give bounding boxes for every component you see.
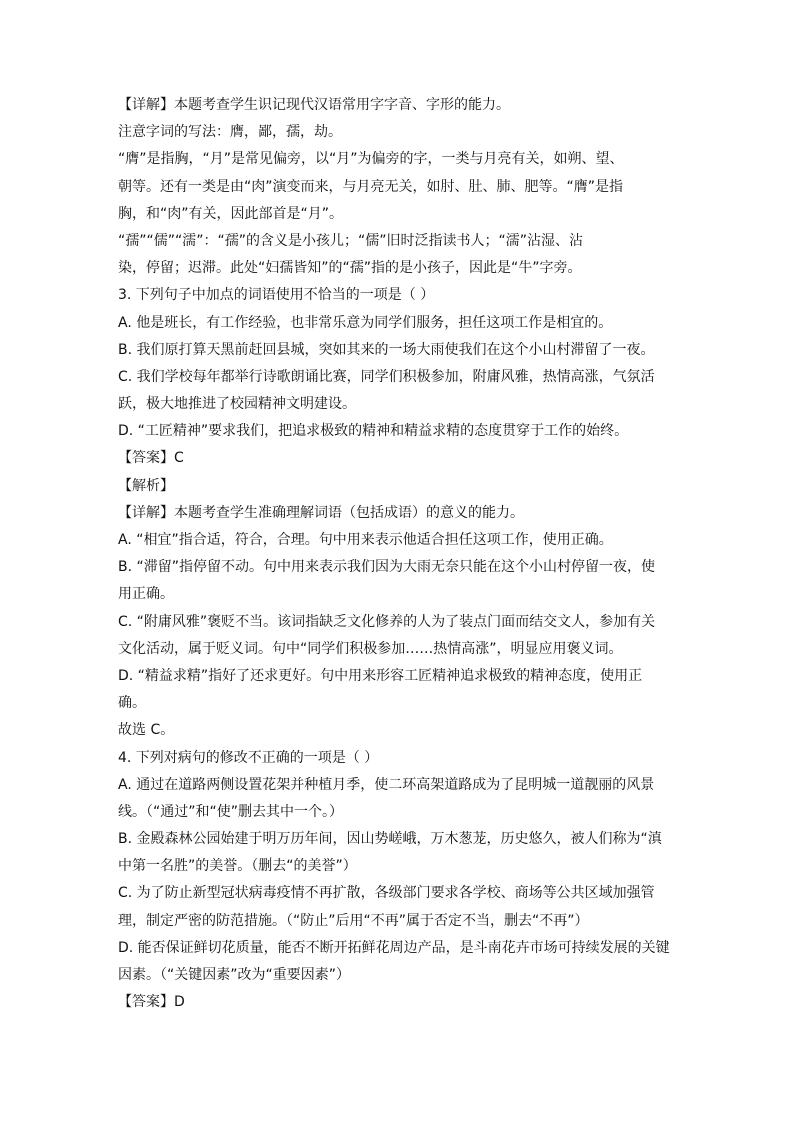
question-4-option-c: C. 为了防止新型冠状病毒疫情不再扩散，各级部门要求各学校、商场等公共区域加强管 (118, 885, 655, 902)
text-line: 确。 (118, 695, 146, 712)
text-line: 故选 C。 (118, 722, 175, 739)
text-line: “孺”“儒”“濡”：“孺”的含义是小孩儿；“儒”旧时泛指读书人；“濡”沾湿、沾 (118, 232, 584, 249)
question-3-option-c-cont: 跃，极大地推进了校园精神文明建设。 (118, 396, 356, 413)
text-line: 染，停留；迟滞。此处“妇孺皆知”的“孺”指的是小孩子，因此是“牛”字旁。 (118, 260, 582, 277)
question-3-option-c: C. 我们学校每年都举行诗歌朗诵比赛，同学们积极参加，附庸风雅，热情高涨，气氛活 (118, 368, 655, 385)
text-line: 胸，和“肉”有关，因此部首是“月”。 (118, 205, 344, 222)
text-line: C. “附庸风雅”褒贬不当。该词指缺乏文化修养的人为了装点门面而结交文人，参加有关 (118, 613, 656, 630)
question-4-option-a: A. 通过在道路两侧设置花架并种植月季，使二环高架道路成为了昆明城一道靓丽的风景 (118, 776, 655, 793)
text-line: 【详解】本题考查学生准确理解词语（包括成语）的意义的能力。 (118, 504, 524, 521)
question-3-option-b: B. 我们原打算天黑前赶回县城，突如其来的一场大雨使我们在这个小山村滞留了一夜。 (118, 341, 655, 358)
question-3-stem: 3. 下列句子中加点的词语使用不恰当的一项是（ ） (118, 287, 435, 304)
text-line: 【详解】本题考查学生识记现代汉语常用字字音、字形的能力。 (118, 97, 510, 113)
text-line: 注意字词的写法：膺，鄙，孺，劫。 (118, 124, 342, 141)
question-4-stem: 4. 下列对病句的修改不正确的一项是（ ） (118, 749, 379, 766)
question-4-option-a-cont: 线。（“通过”和“使”删去其中一个。） (118, 803, 344, 820)
question-3-answer: 【答案】C (118, 450, 184, 467)
text-line: A. “相宜”指合适，符合，合理。句中用来表示他适合担任这项工作，使用正确。 (118, 532, 613, 548)
text-line: B. “滞留”指停留不动。句中用来表示我们因为大雨无奈只能在这个小山村停留一夜，使 (118, 559, 656, 576)
question-4-option-b: B. 金殿森林公园始建于明万历年间，因山势嵯峨，万木葱茏，历史悠久，被人们称为“滇 (118, 831, 662, 848)
text-line: 朝等。还有一类是由“肉”演变而来，与月亮无关，如肘、肚、肺、肥等。“膺”是指 (118, 178, 624, 195)
question-4-option-b-cont: 中第一名胜”的美誉。（删去“的美誉”） (118, 858, 357, 875)
question-4-option-d-cont: 因素。（“关键因素”改为“重要因素”） (118, 967, 351, 983)
text-line: D. “精益求精”指好了还求更好。句中用来形容工匠精神追求极致的精神态度，使用正 (118, 667, 643, 684)
text-line: 用正确。 (118, 586, 174, 603)
document-page (118, 92, 678, 1016)
question-3-analysis-heading: 【解析】 (118, 477, 174, 494)
question-3-option-d: D. “工匠精神”要求我们，把追求极致的精神和精益求精的态度贯穿于工作的始终。 (118, 423, 629, 440)
text-line: “膺”是指胸，“月”是常见偏旁，以“月”为偏旁的字，一类与月亮有关，如朔、望、 (118, 151, 624, 168)
question-4-option-d: D. 能否保证鲜切花质量，能否不断开拓鲜花周边产品，是斗南花卉市场可持续发展的关键 (118, 939, 670, 956)
text-line: 文化活动，属于贬义词。句中“同学们积极参加……热情高涨”，明显应用褒义词。 (118, 640, 623, 657)
question-4-answer: 【答案】D (118, 994, 185, 1011)
question-3-option-a: A. 他是班长，有工作经验，也非常乐意为同学们服务，担任这项工作是相宜的。 (118, 314, 613, 331)
question-4-option-c-cont: 理，制定严密的防范措施。（“防止”后用“不再”属于否定不当，删去“不再”） (118, 912, 589, 929)
